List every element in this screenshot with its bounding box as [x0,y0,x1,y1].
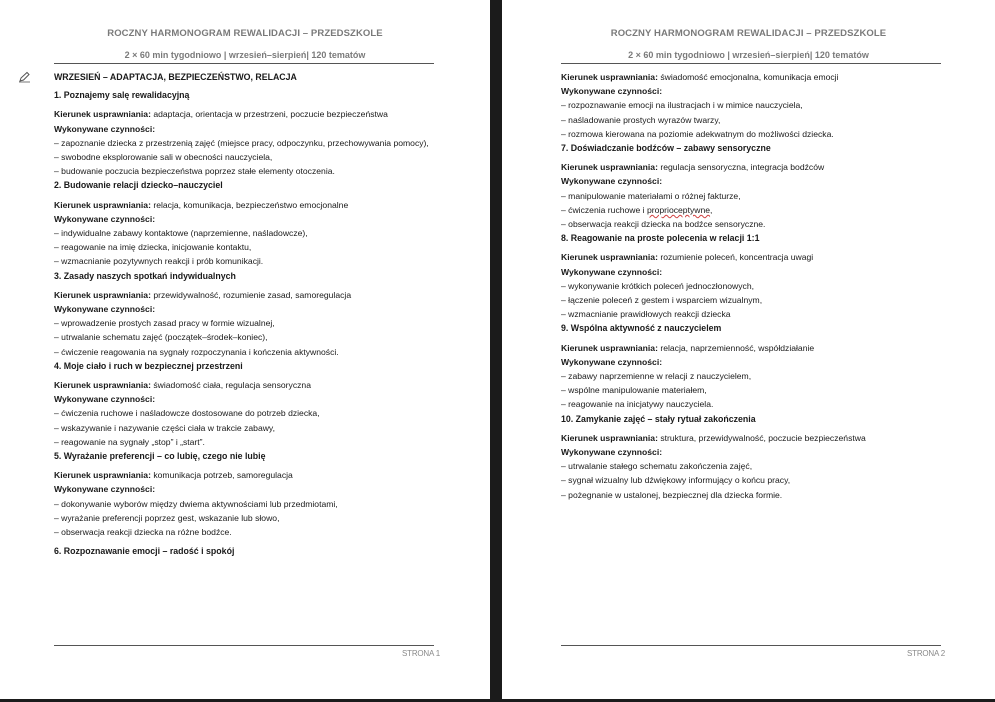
activity-item: – ćwiczenia ruchowe i proprioceptywne, [561,204,713,215]
page-header-subtitle: 2 × 60 min tygodniowo | wrzesień–sierpień| 120 tematów [124,50,366,60]
topic-title: 7. Doświadczanie bodźców – zabawy sensoryczne [561,143,771,154]
activities-label: Wykonywane czynności: [561,266,663,277]
document-page-1 [0,0,490,700]
topic-title: 9. Wspólna aktywność z nauczycielem [561,323,722,334]
spellcheck-marked-word[interactable]: proprioceptywne [646,204,711,215]
activity-item: – utrwalanie schematu zajęć (początek–środek–koniec), [54,332,268,343]
topic-block [561,412,943,502]
activity-item: – łączenie poleceń z gestem i wsparciem wizualnym, [561,295,763,306]
activity-item: – sygnał wizualny lub dźwiękowy informujący o końcu pracy, [561,475,791,486]
direction-line: Kierunek usprawniania: przewidywalność, rozumienie zasad, samoregulacja [54,289,352,300]
activity-item: – wprowadzenie prostych zasad pracy w formie wizualnej, [54,318,275,329]
activity-item: – reagowanie na sygnały „stop” i „start”. [54,436,205,447]
topic-block [561,231,943,321]
direction-line: Kierunek usprawniania: adaptacja, orientacja w przestrzeni, poczucie bezpieczeństwa [54,109,388,120]
activity-item: – ćwiczenia ruchowe i naśladowcze dostosowane do potrzeb dziecka, [54,408,320,419]
topic-block [54,359,436,449]
activity-item: – zabawy naprzemienne w relacji z nauczycielem, [561,371,752,382]
page-header-title: ROCZNY HARMONOGRAM REWALIDACJI – PRZEDSZKOLE [107,28,383,39]
footer-rule [561,645,941,646]
activity-item: – obserwacja reakcji dziecka na bodźce sensoryczne. [561,219,766,230]
activity-item: – dokonywanie wyborów między dwiema aktywnościami lub przedmiotami, [54,498,338,509]
activities-label: Wykonywane czynności: [54,304,156,315]
topic-block [561,141,943,231]
page-header-title: ROCZNY HARMONOGRAM REWALIDACJI – PRZEDSZKOLE [610,28,887,39]
activity-item: – pożegnanie w ustalonej, bezpiecznej dla dziecka formie. [561,489,783,500]
topic-block [54,449,436,539]
topic-title: 6. Rozpoznawanie emocji – radość i spokój [54,546,235,557]
pencil-edit-icon[interactable] [18,71,32,83]
activity-item: – reagowanie na imię dziecka, inicjowanie kontaktu, [54,242,252,253]
direction-line: Kierunek usprawniania: struktura, przewidywalność, poczucie bezpieczeństwa [561,432,866,443]
activity-item: – wzmacnianie pozytywnych reakcji i prób komunikacji. [54,256,264,267]
topic-title: 3. Zasady naszych spotkań indywidualnych [54,270,236,281]
direction-line: Kierunek usprawniania: świadomość emocjonalna, komunikacja emocji [561,72,839,82]
topic-title: 2. Budowanie relacji dziecko–nauczyciel [54,180,223,191]
header-rule [54,63,434,64]
activities-label: Wykonywane czynności: [561,356,663,367]
activity-item: – manipulowanie materiałami o różnej fakturze, [561,190,741,201]
activity-item: – rozmowa kierowana na poziomie adekwatnym do możliwości dziecka. [561,128,834,139]
direction-line: Kierunek usprawniania: komunikacja potrzeb, samoregulacja [54,470,293,481]
activity-item: – wyrażanie preferencji poprzez gest, wskazanie lub słowo, [54,512,280,523]
activity-item: – budowanie poczucia bezpieczeństwa poprzez stałe elementy otoczenia. [54,166,335,177]
activity-item: – wzmacnianie prawidłowych reakcji dziecka [561,309,731,320]
page-header-subtitle: 2 × 60 min tygodniowo | wrzesień–sierpień| 120 tematów [628,50,869,60]
topic-title: 10. Zamykanie zajęć – stały rytuał zakończenia [561,413,756,424]
document-page-2 [502,0,995,700]
activity-item: – indywidualne zabawy kontaktowe (naprzemienne, naśladowcze), [54,228,308,239]
month-heading: WRZESIEŃ – ADAPTACJA, BEZPIECZEŃSTWO, RELACJA [54,72,297,82]
activity-item: – naśladowanie prostych wyrazów twarzy, [561,114,721,125]
topic-block [561,321,943,411]
activities-label: Wykonywane czynności: [54,394,156,405]
activity-item: – obserwacja reakcji dziecka na różne bodźce. [54,527,232,538]
topic-title: 8. Reagowanie na proste polecenia w relacji 1:1 [561,233,760,244]
direction-line: Kierunek usprawniania: świadomość ciała, regulacja sensoryczna [54,380,311,391]
direction-line: Kierunek usprawniania: relacja, naprzemienność, współdziałanie [561,342,815,353]
header-rule [561,63,941,64]
topic-block [54,88,436,178]
activity-item: – reagowanie na inicjatywy nauczyciela. [561,399,714,410]
topic-title: 5. Wyrażanie preferencji – co lubię, czego nie lubię [54,451,266,462]
activity-item: – wspólne manipulowanie materiałem, [561,385,707,396]
direction-line: Kierunek usprawniania: relacja, komunikacja, bezpieczeństwo emocjonalne [54,199,349,210]
page-number: STRONA 2 [907,649,945,658]
topic-6-continuation [561,70,943,141]
activity-item: – rozpoznawanie emocji na ilustracjach i w mimice nauczyciela, [561,100,803,111]
topic-title: 1. Poznajemy salę rewalidacyjną [54,90,190,101]
topic-title: 4. Moje ciało i ruch w bezpiecznej przestrzeni [54,360,243,371]
activities-label: Wykonywane czynności: [54,123,156,134]
footer-rule [54,645,434,646]
activities-label: Wykonywane czynności: [561,447,663,458]
page-gap [490,0,502,702]
activity-item: – wskazywanie i nazywanie części ciała w trakcie zabawy, [54,422,275,433]
activity-item: – zapoznanie dziecka z przestrzenią zajęć (miejsce pracy, odpoczynku, przechowywania pomocy), [54,137,429,148]
page-1-content [54,70,436,559]
activity-item: – utrwalanie stałego schematu zakończenia zajęć, [561,461,753,472]
topic-block [54,178,436,268]
activities-label: Wykonywane czynności: [54,484,156,495]
direction-line: Kierunek usprawniania: rozumienie poleceń, koncentracja uwagi [561,252,814,263]
activities-label: Wykonywane czynności: [561,86,663,97]
activity-item: – wykonywanie krótkich poleceń jednoczłonowych, [561,280,754,291]
direction-line: Kierunek usprawniania: regulacja sensoryczna, integracja bodźców [561,162,825,173]
activities-label: Wykonywane czynności: [561,176,663,187]
page-2-content [561,70,943,502]
page-number: STRONA 1 [402,649,440,658]
topic-block [54,269,436,359]
activities-label: Wykonywane czynności: [54,213,156,224]
activity-item: – swobodne eksplorowanie sali w obecności nauczyciela, [54,152,273,163]
activity-item: – ćwiczenie reagowania na sygnały rozpoczynania i kończenia aktywności. [54,346,339,357]
